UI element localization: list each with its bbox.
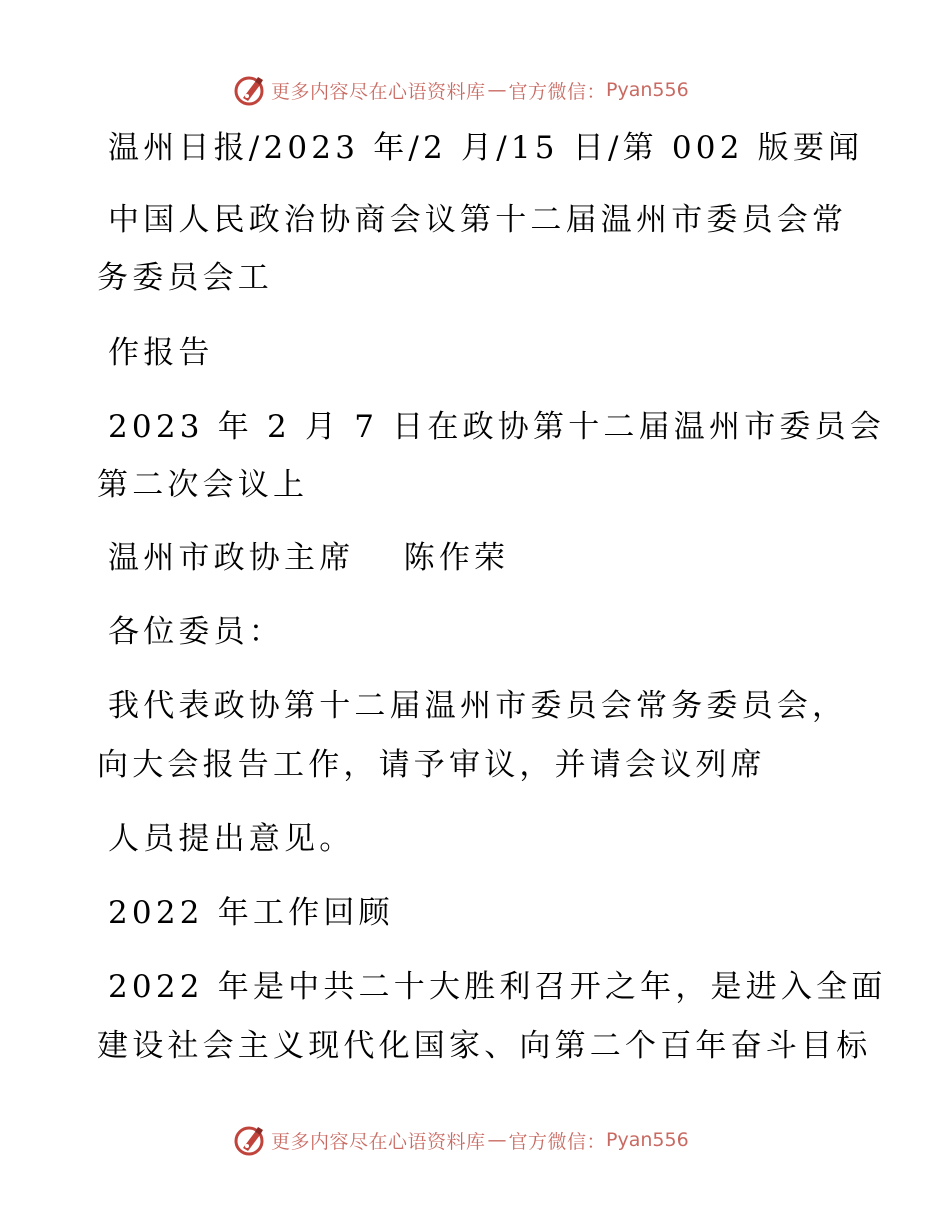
paragraph-line: 人员提出意见。 — [108, 821, 355, 857]
paragraph-line: 建设社会主义现代化国家、向第二个百年奋斗目标 — [97, 1028, 872, 1064]
watermark-wechat-id: Pyan556 — [606, 79, 689, 101]
watermark-text: 更多内容尽在心语资料库 — [271, 80, 486, 103]
watermark-wechat-label: 官方微信： — [508, 1130, 607, 1153]
meeting-date-line-2: 第二次会议上 — [97, 467, 309, 503]
report-title-line-3: 作报告 — [108, 335, 214, 371]
paragraph-line: 向大会报告工作，请予审议，并请会议列席 — [97, 747, 766, 783]
speaker-line: 温州市政协主席 陈作荣 — [108, 540, 510, 576]
pen-logo-icon — [233, 1123, 267, 1157]
watermark-wechat-label: 官方微信： — [508, 80, 607, 103]
newspaper-source-line: 温州日报/2023 年/2 月/15 日/第 002 版要闻 — [108, 130, 864, 166]
watermark-wechat-id: Pyan556 — [606, 1129, 689, 1151]
report-title-line-1: 中国人民政治协商会议第十二届温州市委员会常 — [108, 202, 848, 238]
meeting-date-line-1: 2023 年 2 月 7 日在政协第十二届温州市委员会 — [108, 409, 886, 445]
watermark-footer — [233, 1123, 689, 1157]
watermark-dash: — — [487, 1129, 507, 1151]
watermark-text: 更多内容尽在心语资料库 — [271, 1130, 486, 1153]
paragraph-line: 2022 年是中共二十大胜利召开之年，是进入全面 — [108, 969, 887, 1005]
watermark-dash: — — [487, 79, 507, 101]
salutation-line: 各位委员： — [108, 614, 284, 650]
pen-logo-icon — [233, 73, 267, 107]
report-title-line-2: 务委员会工 — [97, 260, 273, 296]
section-heading: 2022 年工作回顾 — [108, 895, 394, 931]
paragraph-line: 我代表政协第十二届温州市委员会常务委员会， — [108, 688, 848, 724]
watermark-header — [233, 73, 689, 107]
